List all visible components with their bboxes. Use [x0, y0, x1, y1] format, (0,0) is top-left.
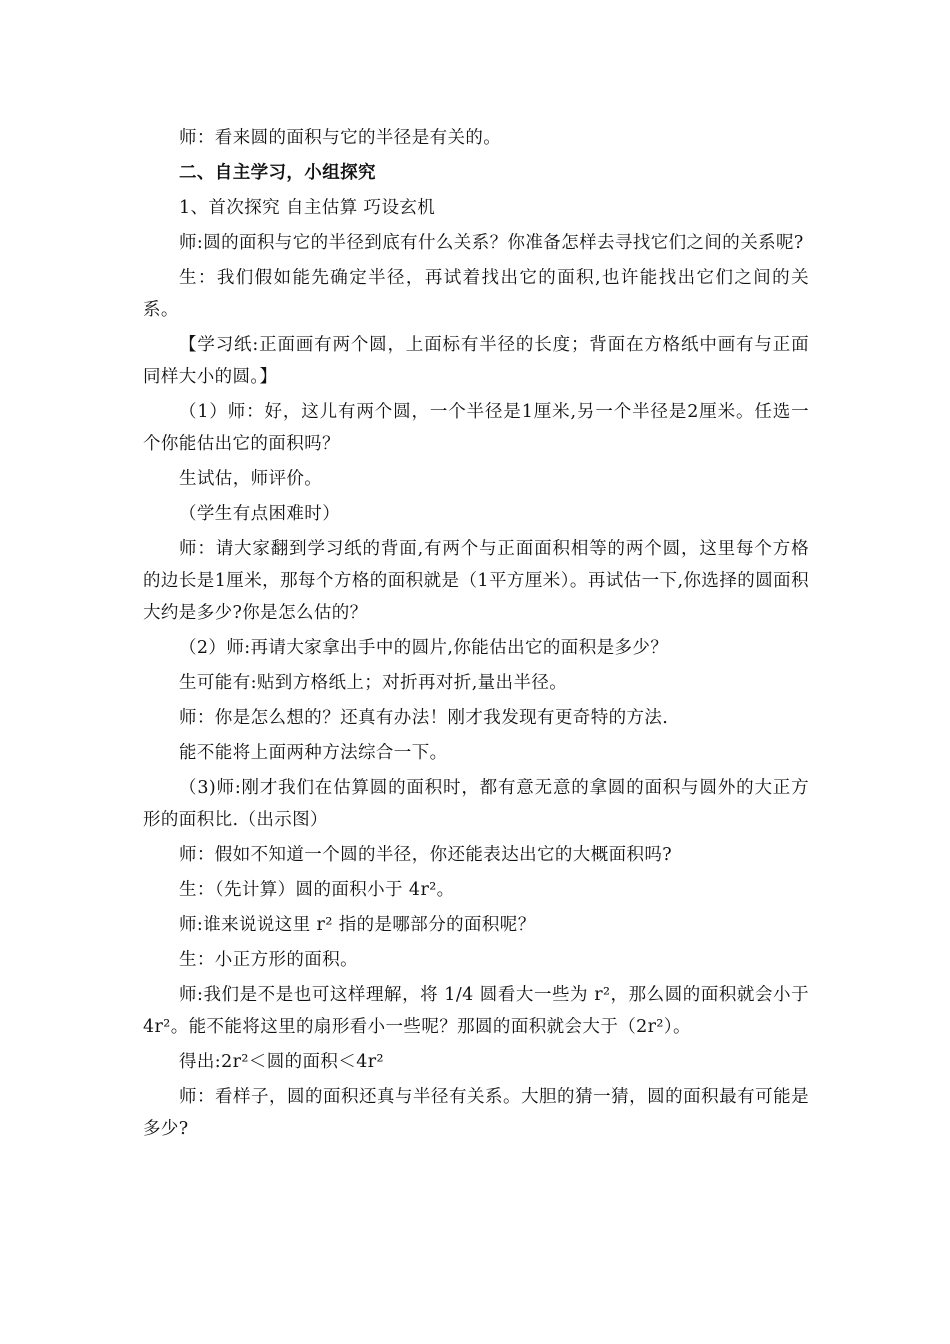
paragraph-combine-methods: 能不能将上面两种方法综合一下。: [179, 743, 448, 763]
paragraph-student-methods: 生可能有:贴到方格纸上；对折再对折,量出半径。: [179, 673, 568, 693]
paragraph-worksheet-note: 【学习纸:正面画有两个圆，上面标有半径的长度；背面在方格纸中画有与正面同样大小的圆。】: [143, 335, 809, 387]
paragraph-teacher-grid-paper: 师：请大家翻到学习纸的背面,有两个与正面面积相等的两个圆，这里每个方格的边长是1厘米，那每个方格的面积就是（1平方厘米）。再试估一下,你选择的圆面积大约是多少?你是怎么估的？: [143, 539, 809, 623]
paragraph-step-3: （3)师:刚才我们在估算圆的面积时，都有意无意的拿圆的面积与圆外的大正方形的面积比.（出示图）: [143, 778, 809, 830]
paragraph-teacher-sector: 师:我们是不是也可这样理解，将 1/4 圆看大一些为 r²，那么圆的面积就会小于 4r²。能不能将这里的扇形看小一些呢？那圆的面积就会大于（2r²）。: [143, 985, 809, 1037]
paragraph-teacher-new-method: 师：你是怎么想的？还真有办法！刚才我发现有更奇特的方法.: [179, 708, 669, 728]
paragraph-student-estimate: 生试估，师评价。: [179, 469, 323, 489]
document-page: [143, 122, 809, 1148]
paragraph-student-difficulty: （学生有点困难时）: [179, 504, 341, 524]
paragraph-student-answer-radius: 生：我们假如能先确定半径，再试着找出它的面积,也许能找出它们之间的关系。: [143, 268, 809, 320]
paragraph-teacher-question-relation: 师:圆的面积与它的半径到底有什么关系？你准备怎样去寻找它们之间的关系呢?: [179, 233, 804, 253]
paragraph-inequality-result: 得出:2r²＜圆的面积＜4r²: [179, 1052, 384, 1072]
paragraph-teacher-r2-meaning: 师:谁来说说这里 r² 指的是哪部分的面积呢？: [179, 915, 536, 935]
paragraph-student-small-square: 生：小正方形的面积。: [179, 950, 358, 970]
paragraph-teacher-conclusion: 师：看来圆的面积与它的半径是有关的。: [179, 128, 502, 148]
paragraph-student-less-than-4r2: 生：（先计算）圆的面积小于 4r²。: [179, 880, 455, 900]
paragraph-teacher-express-area: 师：假如不知道一个圆的半径，你还能表达出它的大概面积吗?: [179, 845, 673, 865]
paragraph-step-1: （1）师：好，这儿有两个圆，一个半径是1厘米,另一个半径是2厘米。任选一个你能估出它的面积吗？: [143, 402, 809, 454]
paragraph-step-2: （2）师:再请大家拿出手中的圆片,你能估出它的面积是多少？: [179, 638, 669, 658]
section-heading-self-study: 二、自主学习，小组探究: [179, 163, 376, 183]
subsection-first-exploration: 1、首次探究 自主估算 巧设玄机: [179, 198, 436, 218]
paragraph-teacher-guess: 师：看样子，圆的面积还真与半径有关系。大胆的猜一猜，圆的面积最有可能是多少?: [143, 1087, 809, 1139]
